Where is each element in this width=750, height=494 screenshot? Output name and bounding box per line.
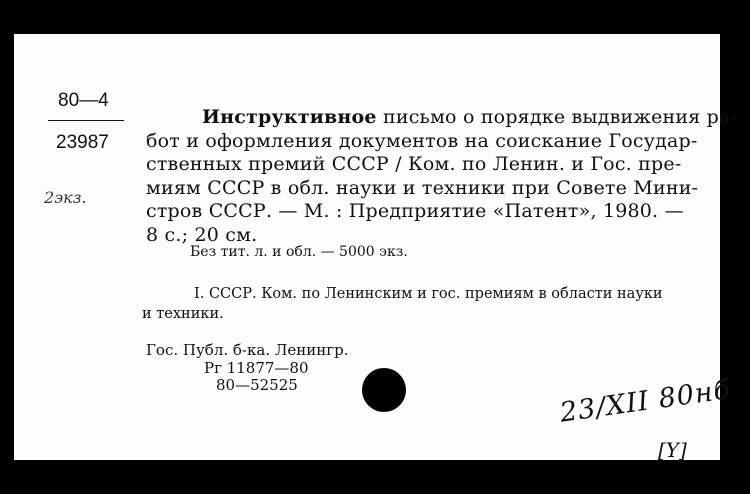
entry-line-3: ственных премий СССР / Ком. по Ленин. и Гос. пре- xyxy=(146,153,682,176)
library-card-number: 80—52525 xyxy=(216,376,298,394)
library-stamp xyxy=(146,342,348,395)
entry-line-4: миям СССР в обл. науки и техники при Совете Мини- xyxy=(146,176,699,199)
entry-line-1-text: письмо о порядке выдвижения ра- xyxy=(382,106,738,128)
bibliographic-entry xyxy=(146,106,738,248)
handwritten-copies-note: 2экз. xyxy=(44,188,87,207)
subject-heading xyxy=(142,284,663,324)
entry-line-6: 8 с.; 20 см. xyxy=(146,223,258,246)
library-registry: Рг 11877—80 xyxy=(204,358,309,377)
entry-line-1 xyxy=(146,106,738,130)
classification-number: 80—4 xyxy=(58,90,109,111)
entry-title-word: Инструктивное xyxy=(202,106,377,128)
subject-line-1: I. СССР. Ком. по Ленинским и гос. премиям в области науки xyxy=(194,286,663,302)
library-name: Гос. Публ. б-ка. Ленингр. xyxy=(146,341,349,359)
entry-line-5: стров СССР. — М. : Предприятие «Патент», 1980. — xyxy=(146,200,684,223)
inventory-number: 23987 xyxy=(56,132,109,153)
entry-line-2: бот и оформления документов на соискание Государ- xyxy=(146,129,698,152)
catalog-card xyxy=(14,34,738,462)
edition-note: Без тит. л. и обл. — 5000 экз. xyxy=(190,244,408,260)
code-divider xyxy=(48,120,124,121)
punch-hole xyxy=(362,368,406,412)
handwritten-mark: [Y] xyxy=(658,438,687,462)
subject-line-2: и техники. xyxy=(142,306,224,322)
handwritten-date: 23/XII 80нб xyxy=(558,374,733,429)
